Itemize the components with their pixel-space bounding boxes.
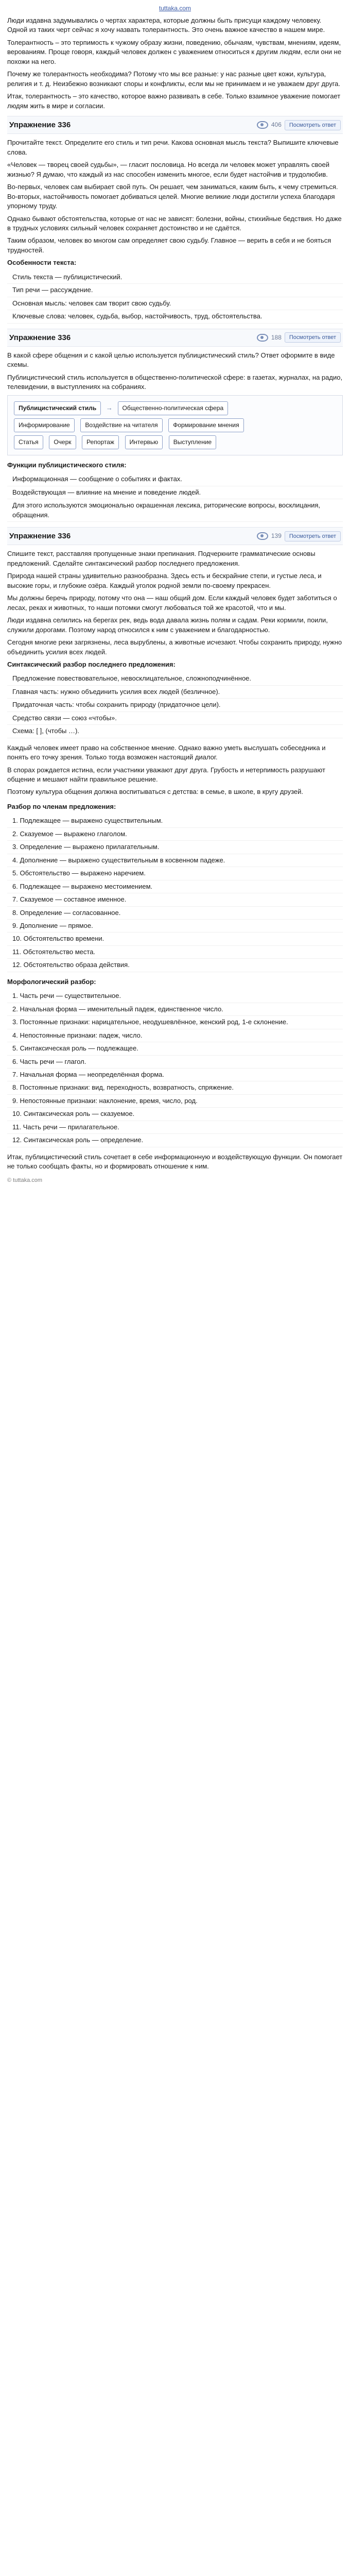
section-4 [7,743,343,797]
style-diagram [7,395,343,455]
paragraph: Поэтому культура общения должна воспитываться с детства: в семье, в школе, в кругу друзей. [7,788,304,796]
parse-title: Особенности текста: [7,259,77,267]
diagram-genre: Очерк [49,435,76,449]
show-answer-button[interactable]: Посмотреть ответ [285,531,341,541]
parse-title: Синтаксический разбор последнего предложения: [7,660,176,668]
exercise-title: Упражнение 336 [9,333,71,342]
exercise-header [7,116,343,134]
parse-list [7,473,343,522]
diagram-genre: Репортаж [82,435,119,449]
diagram-goal: Формирование мнения [168,418,243,432]
list-item: 8. Постоянные признаки: вид, переходность, возвратность, спряжение. [7,1081,343,1094]
list-item: 1. Часть речи — существительное. [7,990,343,1003]
list-item: Главная часть: нужно объединить усилия всех людей (безличное). [7,686,343,699]
list-item: Для этого используются эмоционально окрашенная лексика, риторические вопросы, восклицания, обращения. [7,499,343,522]
diagram-genre: Статья [14,435,43,449]
section-3 [7,527,343,738]
page-container [0,0,350,1184]
paragraph: Итак, толерантность – это качество, которое важно развивать в себе. Только взаимное уважение помогает людям жить в мире и согласии. [7,92,341,110]
section-0 [7,16,343,111]
paragraph: Во-первых, человек сам выбирает свой путь. Он решает, чем заниматься, каким быть, к чему стремиться. Во-вторых, настойчивость помогает добиваться целей. Многие великие люди достигли успеха благодаря упорному труду. [7,183,338,210]
list-item: 11. Часть речи — прилагательное. [7,1121,343,1134]
paragraph: Толерантность – это терпимость к чужому образу жизни, поведению, обычаям, чувствам, мнениям, идеям, верованиям. Проще говоря, каждый человек должен с уважением относиться к другим людям, если они не похожи на него. [7,38,342,65]
section-5 [7,802,343,972]
list-item: 10. Синтаксическая роль — сказуемое. [7,1108,343,1121]
view-count: 406 [271,121,282,129]
diagram-genre: Выступление [169,435,216,449]
list-item: 12. Обстоятельство образа действия. [7,959,343,972]
list-item: 7. Сказуемое — составное именное. [7,893,343,906]
list-item: Предложение повествовательное, невосклицательное, сложноподчинённое. [7,672,343,685]
paragraph: В спорах рождается истина, если участники уважают друг друга. Грубость и нетерпимость разрушают общение и мешают найти правильное решение. [7,766,325,784]
paragraph: Таким образом, человек во многом сам определяет свою судьбу. Главное — верить в себя и не бояться трудностей. [7,236,331,254]
paragraph: Люди издавна задумывались о чертах характера, которые должны быть присущи каждому человеку. Одной из таких черт сейчас я хочу назвать толерантность. Это очень важное качество в нашем мире. [7,16,325,34]
show-answer-button[interactable]: Посмотреть ответ [285,120,341,130]
section-2 [7,329,343,522]
parse-list [7,672,343,738]
site-header-link[interactable]: tuttaka.com [159,5,191,12]
exercise-title: Упражнение 336 [9,121,71,130]
list-item: 3. Определение — выражено прилагательным. [7,841,343,854]
list-item: 5. Синтаксическая роль — подлежащее. [7,1042,343,1055]
list-item: 10. Обстоятельство времени. [7,933,343,945]
parse-title: Функции публицистического стиля: [7,461,127,469]
list-item: 6. Подлежащее — выражено местоимением. [7,880,343,893]
diagram-goal: Воздействие на читателя [80,418,162,432]
list-item: 9. Дополнение — прямое. [7,920,343,933]
list-item: 2. Сказуемое — выражено глаголом. [7,828,343,841]
eye-icon [257,334,268,342]
section-6 [7,977,343,1147]
list-item: Тип речи — рассуждение. [7,284,343,297]
paragraph: В какой сфере общения и с какой целью используется публицистический стиль? Ответ оформите в виде схемы. [7,351,335,369]
paragraph: Итак, публицистический стиль сочетает в себе информационную и воздействующую функции. Он помогает не только сообщать факты, но и формировать отношение к ним. [7,1153,343,1171]
list-item: 4. Непостоянные признаки: падеж, число. [7,1029,343,1042]
arrow-icon: → [106,403,113,412]
section-7 [7,1153,343,1172]
exercise-title: Упражнение 336 [9,532,71,541]
list-item: Схема: [ ], (чтобы …). [7,725,343,738]
list-item: 6. Часть речи — глагол. [7,1056,343,1069]
list-item: 4. Дополнение — выражено существительным в косвенном падеже. [7,854,343,867]
view-count: 188 [271,333,282,341]
paragraph: Природа нашей страны удивительно разнообразна. Здесь есть и бескрайние степи, и густые леса, и высокие горы, и глубокие озёра. Каждый уголок родной земли по-своему прекрасен. [7,572,322,589]
list-item: 7. Начальная форма — неопределённая форма. [7,1069,343,1081]
exercise-header [7,329,343,347]
diagram-genre: Интервью [125,435,163,449]
list-item: Стиль текста — публицистический. [7,271,343,284]
list-item: 8. Определение — согласованное. [7,907,343,920]
list-item: Средство связи — союз «чтобы». [7,712,343,725]
paragraph: Спишите текст, расставляя пропущенные знаки препинания. Подчеркните грамматические основы предложений. Сделайте синтаксический разбор последнего предложения. [7,550,316,567]
parse-title: Морфологический разбор: [7,977,96,986]
footer-note: © tuttaka.com [7,1177,43,1183]
show-answer-button[interactable]: Посмотреть ответ [285,332,341,343]
exercise-header [7,527,343,545]
parse-list [7,271,343,324]
list-item: 5. Обстоятельство — выражено наречием. [7,867,343,880]
diagram-goal: Информирование [14,418,75,432]
list-item: 12. Синтаксическая роль — определение. [7,1134,343,1147]
list-item: Основная мысль: человек сам творит свою судьбу. [7,297,343,310]
eye-icon [257,121,268,129]
paragraph: Однако бывают обстоятельства, которые от нас не зависят: болезни, войны, стихийные бедствия. Но даже в трудных условиях сильный человек сохраняет достоинство и не сдаётся. [7,214,342,232]
paragraph: Каждый человек имеет право на собственное мнение. Однако важно уметь выслушать собеседника и понять его точку зрения. Только тогда возможен настоящий диалог. [7,743,326,761]
paragraph: Сегодня многие реки загрязнены, леса вырублены, а животные исчезают. Чтобы сохранить природу, нужно объединить усилия всех людей. [7,638,342,656]
list-item: 3. Постоянные признаки: нарицательное, неодушевлённое, женский род, 1-е склонение. [7,1016,343,1029]
paragraph: Публицистический стиль используется в общественно-политической сфере: в газетах, журналах, на радио, телевидении, в выступлениях на собраниях. [7,373,343,391]
list-item: 1. Подлежащее — выражено существительным. [7,815,343,827]
paragraph: Люди издавна селились на берегах рек, ведь вода давала жизнь полям и садам. Реки кормили, поили, служили дорогами. Поэтому народ относился к ним с уважением и благодарностью. [7,616,328,634]
diagram-root: Публицистический стиль [14,401,101,415]
view-count: 139 [271,532,282,540]
list-item: Ключевые слова: человек, судьба, выбор, настойчивость, труд, обстоятельства. [7,310,343,323]
list-item: Придаточная часть: чтобы сохранить природу (придаточное цели). [7,699,343,711]
parse-list [7,990,343,1147]
paragraph: «Человек — творец своей судьбы», — гласит пословица. Но всегда ли человек может управлять своей жизнью? Я думаю, что каждый из нас способен изменить многое, если будет настойчив и трудолюбив. [7,161,330,178]
paragraph: Прочитайте текст. Определите его стиль и тип речи. Какова основная мысль текста? Выпишите ключевые слова. [7,139,339,156]
section-1 [7,116,343,324]
parse-title: Разбор по членам предложения: [7,802,116,810]
list-item: Воздействующая — влияние на мнение и поведение людей. [7,486,343,499]
list-item: 2. Начальная форма — именительный падеж, единственное число. [7,1003,343,1016]
list-item: Информационная — сообщение о событиях и фактах. [7,473,343,486]
paragraph: Мы должны беречь природу, потому что она — наш общий дом. Если каждый человек будет заботиться о лесах, реках и животных, то наши потомки смогут любоваться той же красотой, что и мы. [7,594,337,612]
list-item: 11. Обстоятельство места. [7,946,343,959]
list-item: 9. Непостоянные признаки: наклонение, время, число, род. [7,1095,343,1108]
paragraph: Почему же толерантность необходима? Потому что мы все разные: у нас разные цвет кожи, культура, религия и т. д. Неизбежно возникают споры и конфликты, если мы не принимаем и не уважаем друг друга. [7,70,341,88]
diagram-sphere: Общественно-политическая сфера [118,401,229,415]
parse-list [7,815,343,972]
eye-icon [257,532,268,540]
